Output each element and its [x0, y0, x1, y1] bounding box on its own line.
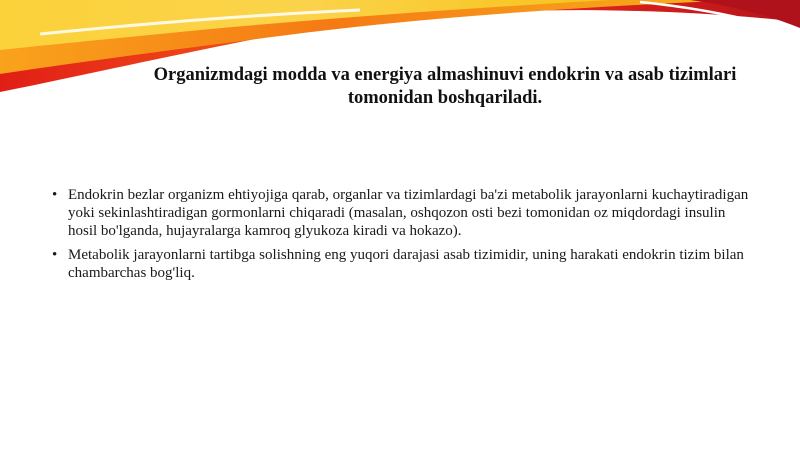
bullet-text: Metabolik jarayonlarni tartibga solishning eng yuqori darajasi asab tizimidir, uning harakati endokrin tizim bilan chambarchas bog'liq. [68, 247, 744, 281]
bullet-dot-icon: • [52, 187, 58, 203]
bullet-dot-icon: • [52, 247, 58, 263]
slide-title: Organizmdagi modda va energiya almashinuvi endokrin va asab tizimlari tomonidan boshqariladi. [153, 65, 737, 108]
bullet-item [52, 186, 757, 240]
bullet-item [52, 246, 757, 282]
bullet-list [52, 186, 757, 288]
bullet-text: Endokrin bezlar organizm ehtiyojiga qarab, organlar va tizimlardagi ba'zi metabolik jarayonlarni kuchaytiradigan yoki sekinlashtiradigan gormonlarni chiqaradi (masalan, oshqozon osti bezi tomonidan oz miqdordagi insulin hosil bo'lganda, hujayralarga kamroq glyukoza kiradi va hokazo). [68, 187, 749, 239]
